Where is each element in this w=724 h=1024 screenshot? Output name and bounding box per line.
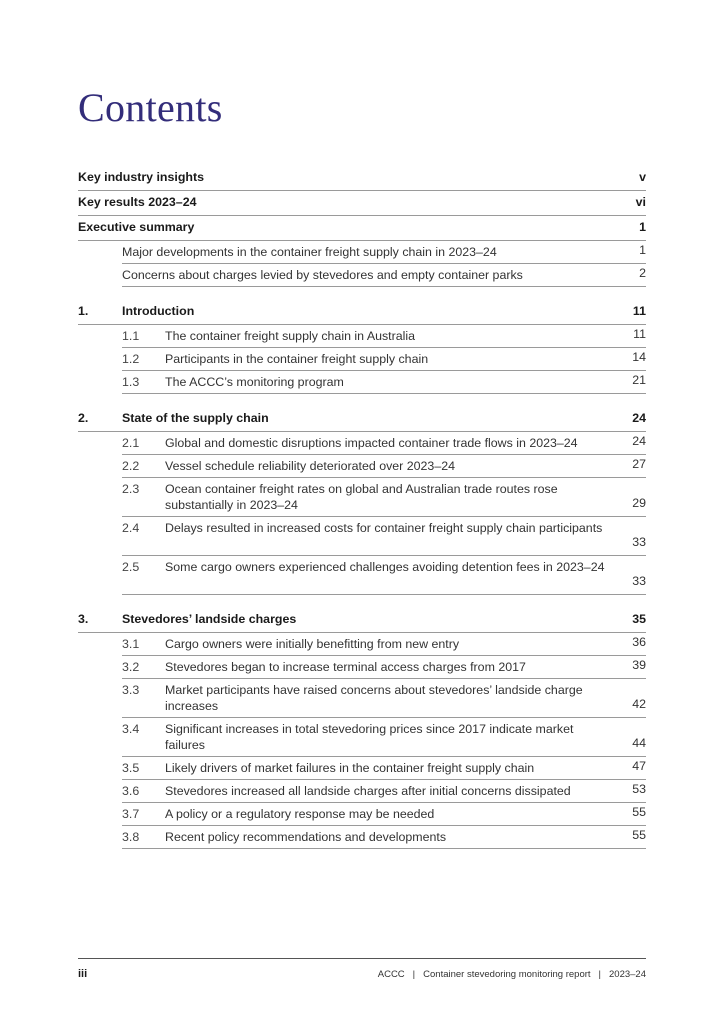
toc-section-2-2[interactable] xyxy=(122,455,646,478)
toc-section-3-3[interactable] xyxy=(122,679,646,718)
toc-section-3-4[interactable] xyxy=(122,718,646,757)
toc-page-number: v xyxy=(639,170,646,184)
toc-page-number: 2 xyxy=(639,266,646,280)
toc-page-number: 27 xyxy=(632,457,646,471)
toc-page-number: 24 xyxy=(632,411,646,425)
toc-section-number: 3.7 xyxy=(122,807,140,821)
toc-page-number: 11 xyxy=(632,304,646,318)
toc-section-3-2[interactable] xyxy=(122,656,646,679)
toc-entry-title: Likely drivers of market failures in the container freight supply chain xyxy=(165,761,535,775)
toc-entry-title: Participants in the container freight supply chain xyxy=(165,352,429,366)
footer-separator: | xyxy=(598,969,602,980)
toc-page-number: 55 xyxy=(632,805,646,819)
toc-chapter-number: 1. xyxy=(78,304,89,318)
toc-chapter-number: 2. xyxy=(78,411,89,425)
toc-section-number: 3.3 xyxy=(122,683,140,697)
toc-entry-title: Introduction xyxy=(122,304,195,318)
toc-entry-title: Cargo owners were initially benefitting from new entry xyxy=(165,637,460,651)
toc-section-3-6[interactable] xyxy=(122,780,646,803)
toc-section-number: 3.5 xyxy=(122,761,140,775)
toc-entry-title: State of the supply chain xyxy=(122,411,269,425)
toc-page-number: 14 xyxy=(632,350,646,364)
toc-entry-title: Recent policy recommendations and developments xyxy=(165,830,447,844)
toc-section-1-2[interactable] xyxy=(122,348,646,371)
toc-page-number: 11 xyxy=(633,327,646,341)
toc-page-number: 33 xyxy=(632,535,646,549)
footer-year: 2023–24 xyxy=(609,969,646,980)
page-title: Contents xyxy=(78,85,223,130)
toc-entry-title: Global and domestic disruptions impacted container trade flows in 2023–24 xyxy=(165,436,578,450)
toc-page-number: 29 xyxy=(632,496,646,510)
toc-entry-title: Key results 2023–24 xyxy=(78,195,197,209)
toc-section-3-5[interactable] xyxy=(122,757,646,780)
footer-org: ACCC xyxy=(377,969,405,980)
toc-entry-title: The container freight supply chain in Australia xyxy=(165,329,416,343)
toc-section-2-5[interactable] xyxy=(122,556,646,595)
toc-page-number: 55 xyxy=(632,828,646,842)
toc-entry-executive-summary[interactable] xyxy=(78,216,646,241)
toc-section-number: 1.1 xyxy=(122,329,140,343)
toc-section-1-1[interactable] xyxy=(122,325,646,348)
toc-section-3-1[interactable] xyxy=(122,633,646,656)
toc-chapter-number: 3. xyxy=(78,612,89,626)
toc-entry-title: Executive summary xyxy=(78,220,195,234)
toc-section-number: 2.2 xyxy=(122,459,140,473)
page-footer xyxy=(78,958,646,980)
toc-section-number: 1.2 xyxy=(122,352,140,366)
toc-page-number: 24 xyxy=(632,434,646,448)
toc-section-number: 3.4 xyxy=(122,722,140,736)
toc-chapter-1[interactable] xyxy=(78,300,646,325)
toc-page-number: 21 xyxy=(632,373,646,387)
toc-page-number: 1 xyxy=(639,220,646,234)
footer-separator: | xyxy=(412,969,416,980)
footer-report-title: Container stevedoring monitoring report xyxy=(423,969,591,980)
toc-entry-title: Stevedores increased all landside charges after initial concerns dissipated xyxy=(165,784,571,798)
toc-entry-title: Delays resulted in increased costs for container freight supply chain participants xyxy=(165,521,603,535)
toc-page-number: 39 xyxy=(632,658,646,672)
toc-page-number: 35 xyxy=(632,612,646,626)
toc-entry-major-developments[interactable] xyxy=(122,241,646,264)
toc-page-number: 1 xyxy=(639,243,646,257)
toc-entry-title: Vessel schedule reliability deteriorated over 2023–24 xyxy=(165,459,455,473)
toc-page-number: 53 xyxy=(632,782,646,796)
toc-section-number: 1.3 xyxy=(122,375,140,389)
toc-entry-title: Concerns about charges levied by stevedores and empty container parks xyxy=(122,268,523,282)
toc-entry-title: Major developments in the container freight supply chain in 2023–24 xyxy=(122,245,497,259)
toc-entry-key-results[interactable] xyxy=(78,191,646,216)
toc-chapter-3[interactable] xyxy=(78,608,646,633)
toc-section-number: 3.1 xyxy=(122,637,140,651)
toc-section-2-1[interactable] xyxy=(122,432,646,455)
toc-entry-title: Stevedores began to increase terminal access charges from 2017 xyxy=(165,660,526,674)
toc-section-number: 3.6 xyxy=(122,784,140,798)
toc-entry-title: Ocean container freight rates on global and Australian trade routes rose substantially in 2023–24 xyxy=(165,482,558,512)
toc-section-3-8[interactable] xyxy=(122,826,646,849)
toc-page-number: 44 xyxy=(632,736,646,750)
toc-page-number: 47 xyxy=(632,759,646,773)
toc-section-2-4[interactable] xyxy=(122,517,646,556)
toc-section-number: 2.1 xyxy=(122,436,140,450)
toc-section-number: 2.5 xyxy=(122,560,140,574)
toc-entry-title: Key industry insights xyxy=(78,170,204,184)
toc-entry-concerns-about-charges[interactable] xyxy=(122,264,646,287)
table-of-contents xyxy=(78,166,646,849)
toc-section-number: 2.3 xyxy=(122,482,140,496)
toc-section-1-3[interactable] xyxy=(122,371,646,394)
toc-entry-title: A policy or a regulatory response may be needed xyxy=(165,807,435,821)
toc-section-3-7[interactable] xyxy=(122,803,646,826)
toc-entry-key-industry-insights[interactable] xyxy=(78,166,646,191)
toc-entry-title: Some cargo owners experienced challenges avoiding detention fees in 2023–24 xyxy=(165,560,605,574)
toc-entry-title: Market participants have raised concerns about stevedores’ landside charge increases xyxy=(165,683,583,713)
toc-entry-title: Stevedores’ landside charges xyxy=(122,612,297,626)
toc-section-number: 3.2 xyxy=(122,660,140,674)
toc-page-number: 42 xyxy=(632,697,646,711)
toc-page-number: vi xyxy=(635,195,646,209)
toc-section-number: 2.4 xyxy=(122,521,140,535)
toc-page-number: 36 xyxy=(632,635,646,649)
toc-page-number: 33 xyxy=(632,574,646,588)
toc-section-2-3[interactable] xyxy=(122,478,646,517)
toc-entry-title: The ACCC’s monitoring program xyxy=(165,375,344,389)
toc-entry-title: Significant increases in total stevedoring prices since 2017 indicate market failures xyxy=(165,722,574,752)
footer-page-number: iii xyxy=(78,968,88,980)
toc-section-number: 3.8 xyxy=(122,830,140,844)
toc-chapter-2[interactable] xyxy=(78,407,646,432)
footer-report-info xyxy=(378,969,646,980)
